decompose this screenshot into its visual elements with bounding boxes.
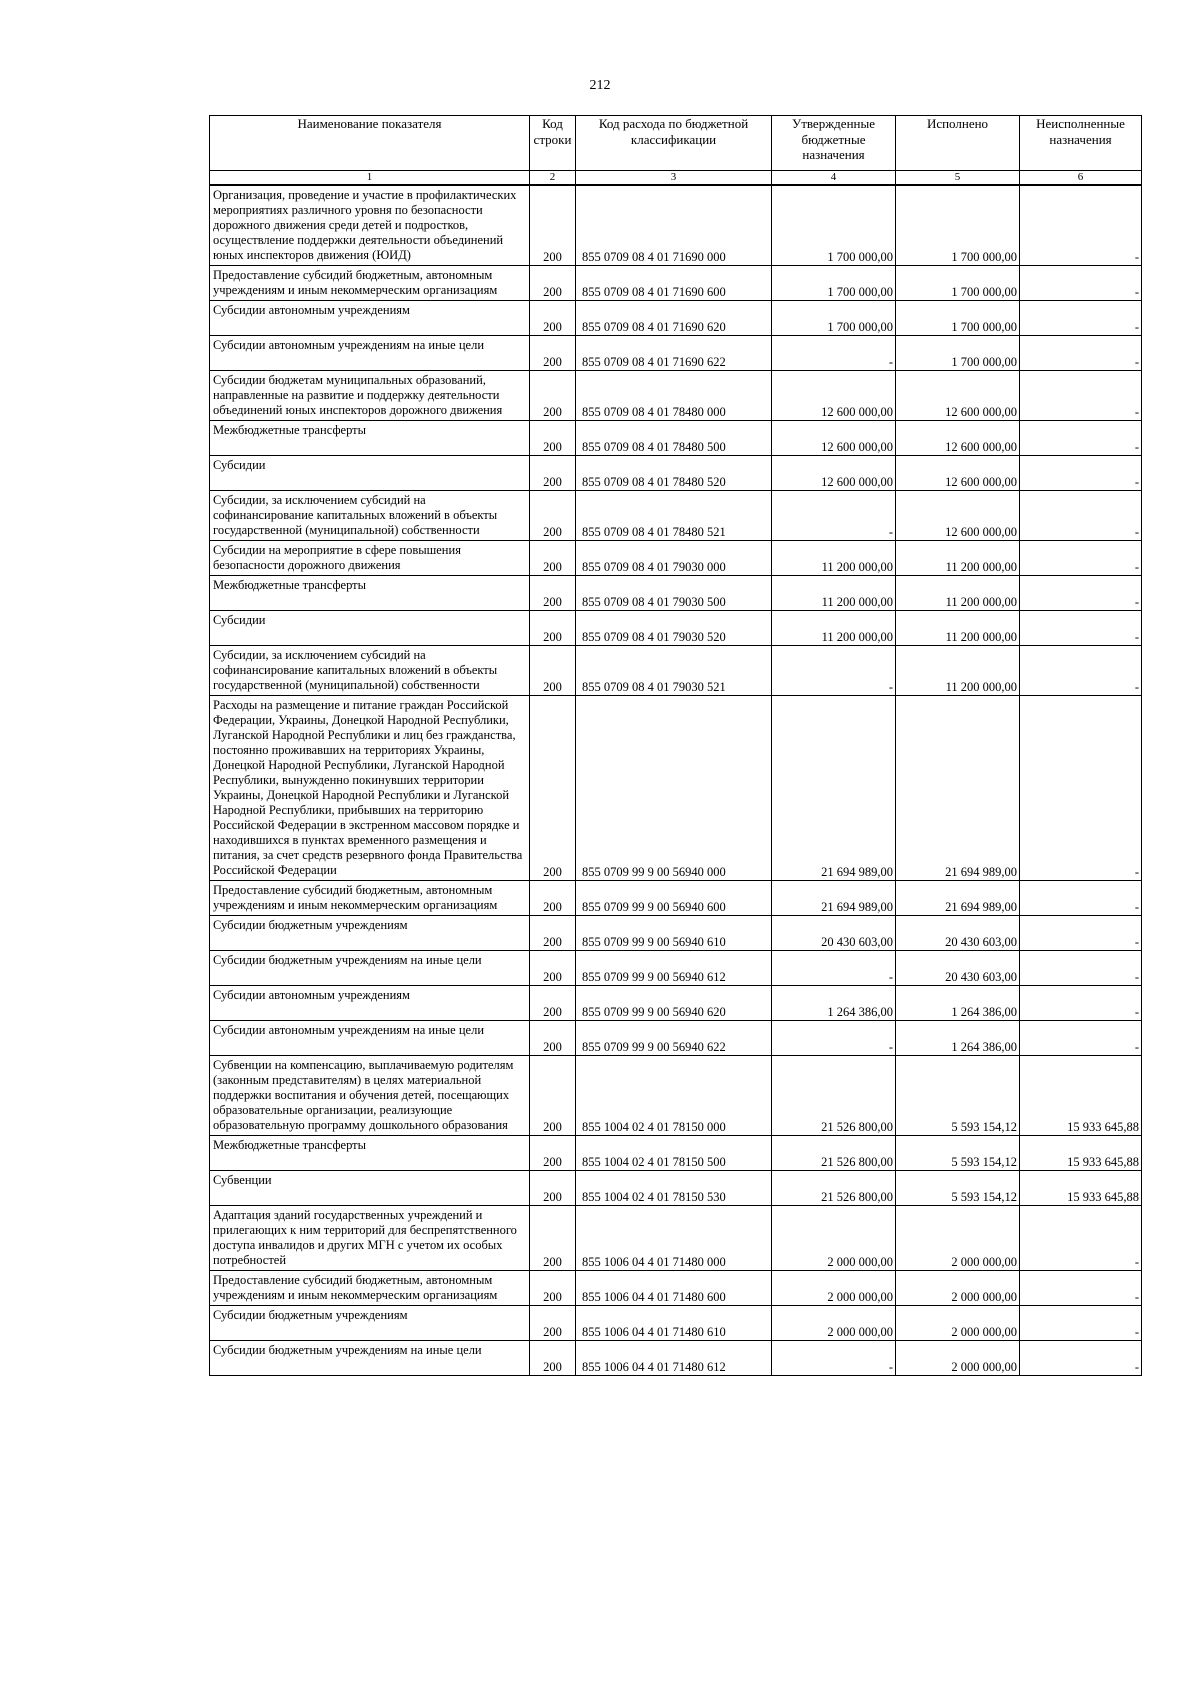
row-approved-cell: - bbox=[772, 951, 896, 986]
row-budget-code-cell: 855 0709 08 4 01 79030 520 bbox=[576, 611, 772, 646]
row-name-cell: Предоставление субсидий бюджетным, автономным учреждениям и иным некоммерческим организациям bbox=[210, 1271, 530, 1306]
row-budget-code-cell: 855 0709 08 4 01 71690 600 bbox=[576, 266, 772, 301]
row-executed-cell: 1 700 000,00 bbox=[896, 336, 1020, 371]
table-row bbox=[210, 916, 1142, 951]
row-executed-cell: 21 694 989,00 bbox=[896, 696, 1020, 881]
row-line-code-cell: 200 bbox=[530, 266, 576, 301]
row-unexecuted-cell: - bbox=[1020, 266, 1142, 301]
row-name-cell: Субсидии автономным учреждениям bbox=[210, 986, 530, 1021]
table-row bbox=[210, 266, 1142, 301]
row-executed-cell: 2 000 000,00 bbox=[896, 1341, 1020, 1376]
row-budget-code-cell: 855 0709 08 4 01 71690 622 bbox=[576, 336, 772, 371]
row-unexecuted-cell: - bbox=[1020, 1341, 1142, 1376]
row-executed-cell: 2 000 000,00 bbox=[896, 1271, 1020, 1306]
row-unexecuted-cell: - bbox=[1020, 986, 1142, 1021]
row-line-code-cell: 200 bbox=[530, 1021, 576, 1056]
row-unexecuted-cell: - bbox=[1020, 456, 1142, 491]
row-name-cell: Адаптация зданий государственных учреждений и прилегающих к ним территорий для беспрепятственного доступа инвалидов и других МГН с учетом их особых потребностей bbox=[210, 1206, 530, 1271]
row-line-code-cell: 200 bbox=[530, 881, 576, 916]
row-name-cell: Субсидии bbox=[210, 611, 530, 646]
row-budget-code-cell: 855 1006 04 4 01 71480 610 bbox=[576, 1306, 772, 1341]
row-executed-cell: 5 593 154,12 bbox=[896, 1056, 1020, 1136]
row-line-code-cell: 200 bbox=[530, 421, 576, 456]
row-approved-cell: 11 200 000,00 bbox=[772, 611, 896, 646]
table-row bbox=[210, 696, 1142, 881]
row-line-code-cell: 200 bbox=[530, 1056, 576, 1136]
row-unexecuted-cell: 15 933 645,88 bbox=[1020, 1136, 1142, 1171]
row-approved-cell: 2 000 000,00 bbox=[772, 1206, 896, 1271]
table-row bbox=[210, 611, 1142, 646]
row-unexecuted-cell: - bbox=[1020, 916, 1142, 951]
row-executed-cell: 12 600 000,00 bbox=[896, 491, 1020, 541]
row-unexecuted-cell: - bbox=[1020, 576, 1142, 611]
table-row bbox=[210, 1056, 1142, 1136]
row-executed-cell: 1 264 386,00 bbox=[896, 986, 1020, 1021]
column-number-row bbox=[210, 171, 1142, 186]
row-line-code-cell: 200 bbox=[530, 1206, 576, 1271]
row-executed-cell: 1 700 000,00 bbox=[896, 266, 1020, 301]
row-budget-code-cell: 855 0709 08 4 01 79030 000 bbox=[576, 541, 772, 576]
table-row bbox=[210, 541, 1142, 576]
row-budget-code-cell: 855 0709 08 4 01 71690 000 bbox=[576, 185, 772, 266]
row-line-code-cell: 200 bbox=[530, 986, 576, 1021]
row-unexecuted-cell: - bbox=[1020, 646, 1142, 696]
row-budget-code-cell: 855 0709 08 4 01 79030 521 bbox=[576, 646, 772, 696]
row-line-code-cell: 200 bbox=[530, 1271, 576, 1306]
row-executed-cell: 11 200 000,00 bbox=[896, 611, 1020, 646]
row-name-cell: Субсидии автономным учреждениям bbox=[210, 301, 530, 336]
row-executed-cell: 12 600 000,00 bbox=[896, 421, 1020, 456]
table-row bbox=[210, 491, 1142, 541]
row-executed-cell: 11 200 000,00 bbox=[896, 541, 1020, 576]
row-line-code-cell: 200 bbox=[530, 611, 576, 646]
table-row bbox=[210, 1341, 1142, 1376]
row-approved-cell: - bbox=[772, 336, 896, 371]
row-budget-code-cell: 855 1004 02 4 01 78150 530 bbox=[576, 1171, 772, 1206]
row-unexecuted-cell: - bbox=[1020, 1021, 1142, 1056]
row-budget-code-cell: 855 0709 08 4 01 79030 500 bbox=[576, 576, 772, 611]
row-unexecuted-cell: - bbox=[1020, 336, 1142, 371]
table-row bbox=[210, 1136, 1142, 1171]
row-budget-code-cell: 855 0709 99 9 00 56940 000 bbox=[576, 696, 772, 881]
row-approved-cell: 21 694 989,00 bbox=[772, 881, 896, 916]
row-unexecuted-cell: - bbox=[1020, 185, 1142, 266]
row-name-cell: Межбюджетные трансферты bbox=[210, 576, 530, 611]
row-executed-cell: 11 200 000,00 bbox=[896, 646, 1020, 696]
row-approved-cell: 1 264 386,00 bbox=[772, 986, 896, 1021]
row-name-cell: Субсидии бюджетам муниципальных образований, направленные на развитие и поддержку деятельности объединений юных инспекторов дорожного движения bbox=[210, 371, 530, 421]
row-line-code-cell: 200 bbox=[530, 1136, 576, 1171]
row-unexecuted-cell: - bbox=[1020, 611, 1142, 646]
row-unexecuted-cell: - bbox=[1020, 696, 1142, 881]
table-row bbox=[210, 986, 1142, 1021]
table-row bbox=[210, 371, 1142, 421]
row-name-cell: Субсидии бюджетным учреждениям bbox=[210, 1306, 530, 1341]
row-approved-cell: 12 600 000,00 bbox=[772, 371, 896, 421]
row-line-code-cell: 200 bbox=[530, 371, 576, 421]
row-approved-cell: 1 700 000,00 bbox=[772, 185, 896, 266]
row-line-code-cell: 200 bbox=[530, 576, 576, 611]
header-indicator-name: Наименование показателя bbox=[210, 116, 530, 171]
header-approved: Утвержденные бюджетные назначения bbox=[772, 116, 896, 171]
row-approved-cell: - bbox=[772, 491, 896, 541]
row-line-code-cell: 200 bbox=[530, 646, 576, 696]
row-name-cell: Предоставление субсидий бюджетным, автономным учреждениям и иным некоммерческим организациям bbox=[210, 266, 530, 301]
row-unexecuted-cell: - bbox=[1020, 1271, 1142, 1306]
row-executed-cell: 1 700 000,00 bbox=[896, 301, 1020, 336]
row-unexecuted-cell: - bbox=[1020, 1306, 1142, 1341]
row-approved-cell: 1 700 000,00 bbox=[772, 266, 896, 301]
column-number: 6 bbox=[1020, 171, 1142, 186]
row-line-code-cell: 200 bbox=[530, 185, 576, 266]
row-approved-cell: - bbox=[772, 1341, 896, 1376]
row-name-cell: Субсидии, за исключением субсидий на софинансирование капитальных вложений в объекты государственной (муниципальной) собственности bbox=[210, 646, 530, 696]
row-line-code-cell: 200 bbox=[530, 456, 576, 491]
row-name-cell: Предоставление субсидий бюджетным, автономным учреждениям и иным некоммерческим организациям bbox=[210, 881, 530, 916]
column-number: 4 bbox=[772, 171, 896, 186]
row-approved-cell: - bbox=[772, 1021, 896, 1056]
table-row bbox=[210, 456, 1142, 491]
table-row bbox=[210, 336, 1142, 371]
table-header-row bbox=[210, 116, 1142, 171]
table-row bbox=[210, 1206, 1142, 1271]
row-line-code-cell: 200 bbox=[530, 1341, 576, 1376]
row-budget-code-cell: 855 0709 08 4 01 71690 620 bbox=[576, 301, 772, 336]
row-line-code-cell: 200 bbox=[530, 301, 576, 336]
column-number: 5 bbox=[896, 171, 1020, 186]
row-approved-cell: 21 526 800,00 bbox=[772, 1171, 896, 1206]
row-line-code-cell: 200 bbox=[530, 696, 576, 881]
row-name-cell: Субсидии бюджетным учреждениям на иные цели bbox=[210, 1341, 530, 1376]
budget-execution-table bbox=[209, 115, 1142, 1376]
row-name-cell: Межбюджетные трансферты bbox=[210, 1136, 530, 1171]
row-executed-cell: 20 430 603,00 bbox=[896, 951, 1020, 986]
row-name-cell: Организация, проведение и участие в профилактических мероприятиях различного уровня по безопасности дорожного движения среди детей и подростков, осуществление поддержки деятельности объединений юных инспекторов движения (ЮИД) bbox=[210, 185, 530, 266]
table-row bbox=[210, 301, 1142, 336]
row-executed-cell: 21 694 989,00 bbox=[896, 881, 1020, 916]
row-name-cell: Субсидии на мероприятие в сфере повышения безопасности дорожного движения bbox=[210, 541, 530, 576]
row-executed-cell: 1 264 386,00 bbox=[896, 1021, 1020, 1056]
row-name-cell: Субсидии, за исключением субсидий на софинансирование капитальных вложений в объекты государственной (муниципальной) собственности bbox=[210, 491, 530, 541]
row-name-cell: Субсидии bbox=[210, 456, 530, 491]
row-line-code-cell: 200 bbox=[530, 951, 576, 986]
row-approved-cell: 21 526 800,00 bbox=[772, 1056, 896, 1136]
row-budget-code-cell: 855 1006 04 4 01 71480 600 bbox=[576, 1271, 772, 1306]
row-unexecuted-cell: - bbox=[1020, 881, 1142, 916]
column-number: 1 bbox=[210, 171, 530, 186]
row-line-code-cell: 200 bbox=[530, 1171, 576, 1206]
row-executed-cell: 12 600 000,00 bbox=[896, 371, 1020, 421]
row-executed-cell: 2 000 000,00 bbox=[896, 1206, 1020, 1271]
table-row bbox=[210, 1021, 1142, 1056]
row-executed-cell: 5 593 154,12 bbox=[896, 1171, 1020, 1206]
row-unexecuted-cell: - bbox=[1020, 951, 1142, 986]
row-approved-cell: 2 000 000,00 bbox=[772, 1271, 896, 1306]
row-budget-code-cell: 855 1004 02 4 01 78150 000 bbox=[576, 1056, 772, 1136]
row-executed-cell: 5 593 154,12 bbox=[896, 1136, 1020, 1171]
row-approved-cell: - bbox=[772, 646, 896, 696]
row-budget-code-cell: 855 0709 99 9 00 56940 622 bbox=[576, 1021, 772, 1056]
table-row bbox=[210, 1271, 1142, 1306]
header-budget-classification: Код расхода по бюджетной классификации bbox=[576, 116, 772, 171]
row-name-cell: Субсидии бюджетным учреждениям bbox=[210, 916, 530, 951]
row-name-cell: Субсидии автономным учреждениям на иные цели bbox=[210, 1021, 530, 1056]
row-approved-cell: 21 694 989,00 bbox=[772, 696, 896, 881]
table-row bbox=[210, 185, 1142, 266]
row-unexecuted-cell: - bbox=[1020, 491, 1142, 541]
table-row bbox=[210, 881, 1142, 916]
row-budget-code-cell: 855 0709 99 9 00 56940 610 bbox=[576, 916, 772, 951]
row-approved-cell: 20 430 603,00 bbox=[772, 916, 896, 951]
row-budget-code-cell: 855 1006 04 4 01 71480 612 bbox=[576, 1341, 772, 1376]
row-name-cell: Субвенции bbox=[210, 1171, 530, 1206]
table-body bbox=[210, 185, 1142, 1376]
row-budget-code-cell: 855 0709 08 4 01 78480 520 bbox=[576, 456, 772, 491]
row-executed-cell: 20 430 603,00 bbox=[896, 916, 1020, 951]
row-budget-code-cell: 855 1004 02 4 01 78150 500 bbox=[576, 1136, 772, 1171]
row-executed-cell: 12 600 000,00 bbox=[896, 456, 1020, 491]
header-executed: Исполнено bbox=[896, 116, 1020, 171]
table-row bbox=[210, 1171, 1142, 1206]
row-name-cell: Расходы на размещение и питание граждан Российской Федерации, Украины, Донецкой Народной Республики, Луганской Народной Республики и лиц без гражданства, постоянно проживавших на территориях Украины, Донецкой Народной Республики, Луганской Народной Республики, вынужденно покинувших территории Украины, Донецкой Народной Республики и Луганской Народной Республики, прибывших на территорию Российской Федерации в экстренном массовом порядке и находившихся в пунктах временного размещения и питания, за счет средств резервного фонда Правительства Российской Федерации bbox=[210, 696, 530, 881]
row-approved-cell: 2 000 000,00 bbox=[772, 1306, 896, 1341]
row-unexecuted-cell: - bbox=[1020, 421, 1142, 456]
row-approved-cell: 12 600 000,00 bbox=[772, 421, 896, 456]
row-unexecuted-cell: 15 933 645,88 bbox=[1020, 1171, 1142, 1206]
row-line-code-cell: 200 bbox=[530, 491, 576, 541]
table-row bbox=[210, 1306, 1142, 1341]
header-line-code: Код строки bbox=[530, 116, 576, 171]
row-line-code-cell: 200 bbox=[530, 336, 576, 371]
row-unexecuted-cell: - bbox=[1020, 301, 1142, 336]
row-line-code-cell: 200 bbox=[530, 1306, 576, 1341]
row-budget-code-cell: 855 0709 08 4 01 78480 500 bbox=[576, 421, 772, 456]
row-line-code-cell: 200 bbox=[530, 541, 576, 576]
table-row bbox=[210, 421, 1142, 456]
row-unexecuted-cell: 15 933 645,88 bbox=[1020, 1056, 1142, 1136]
row-budget-code-cell: 855 0709 08 4 01 78480 000 bbox=[576, 371, 772, 421]
row-approved-cell: 11 200 000,00 bbox=[772, 576, 896, 611]
row-budget-code-cell: 855 0709 99 9 00 56940 612 bbox=[576, 951, 772, 986]
row-unexecuted-cell: - bbox=[1020, 1206, 1142, 1271]
table-row bbox=[210, 646, 1142, 696]
row-budget-code-cell: 855 1006 04 4 01 71480 000 bbox=[576, 1206, 772, 1271]
row-budget-code-cell: 855 0709 99 9 00 56940 620 bbox=[576, 986, 772, 1021]
row-approved-cell: 21 526 800,00 bbox=[772, 1136, 896, 1171]
row-budget-code-cell: 855 0709 08 4 01 78480 521 bbox=[576, 491, 772, 541]
row-approved-cell: 12 600 000,00 bbox=[772, 456, 896, 491]
row-unexecuted-cell: - bbox=[1020, 541, 1142, 576]
row-name-cell: Субвенции на компенсацию, выплачиваемую родителям (законным представителям) в целях материальной поддержки воспитания и обучения детей, посещающих образовательные организации, реализующие образовательную программу дошкольного образования bbox=[210, 1056, 530, 1136]
row-unexecuted-cell: - bbox=[1020, 371, 1142, 421]
header-unexecuted: Неисполненные назначения bbox=[1020, 116, 1142, 171]
row-approved-cell: 1 700 000,00 bbox=[772, 301, 896, 336]
column-number: 2 bbox=[530, 171, 576, 186]
row-budget-code-cell: 855 0709 99 9 00 56940 600 bbox=[576, 881, 772, 916]
row-name-cell: Субсидии бюджетным учреждениям на иные цели bbox=[210, 951, 530, 986]
row-approved-cell: 11 200 000,00 bbox=[772, 541, 896, 576]
row-name-cell: Межбюджетные трансферты bbox=[210, 421, 530, 456]
table-row bbox=[210, 576, 1142, 611]
row-name-cell: Субсидии автономным учреждениям на иные цели bbox=[210, 336, 530, 371]
row-executed-cell: 2 000 000,00 bbox=[896, 1306, 1020, 1341]
row-executed-cell: 1 700 000,00 bbox=[896, 185, 1020, 266]
column-number: 3 bbox=[576, 171, 772, 186]
table-row bbox=[210, 951, 1142, 986]
row-executed-cell: 11 200 000,00 bbox=[896, 576, 1020, 611]
row-line-code-cell: 200 bbox=[530, 916, 576, 951]
page-number: 212 bbox=[589, 78, 611, 93]
